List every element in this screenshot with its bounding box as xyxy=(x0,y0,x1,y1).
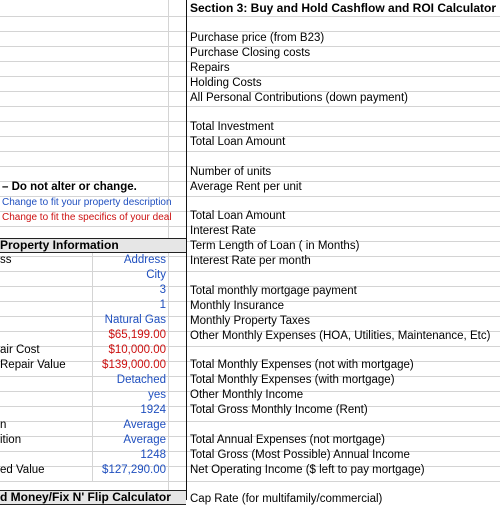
total-investment-label: Total Investment xyxy=(190,121,274,133)
location-cell[interactable]: Average xyxy=(123,419,166,431)
purchase-closing-label: Purchase Closing costs xyxy=(190,47,311,59)
property-info-header: Property Information xyxy=(0,238,119,252)
cap-rate-label: Cap Rate (for multifamily/commercial) xyxy=(190,493,383,505)
fix-flip-calculator-header: d Money/Fix N' Flip Calculator xyxy=(0,490,171,504)
gross-annual-income-label: Total Gross (Most Possible) Annual Income xyxy=(190,449,410,461)
year-built-cell[interactable]: 1924 xyxy=(140,404,166,416)
total-monthly-no-mortgage-label: Total Monthly Expenses (not with mortgage) xyxy=(190,359,414,371)
repair-cost-label: air Cost xyxy=(0,344,40,356)
repair-cost-cell[interactable]: $10,000.00 xyxy=(108,344,166,356)
purchase-price-cell[interactable]: $65,199.00 xyxy=(108,329,166,341)
location-label: n xyxy=(0,419,7,431)
assessed-value-cell[interactable]: $127,290.00 xyxy=(102,464,166,476)
legend-note-black: – Do not alter or change. xyxy=(2,181,137,193)
property-type-cell[interactable]: Detached xyxy=(116,374,166,386)
bathrooms-cell[interactable]: 1 xyxy=(159,299,166,311)
monthly-mortgage-label: Total monthly mortgage payment xyxy=(190,285,357,297)
annual-expenses-label: Total Annual Expenses (not mortgage) xyxy=(190,434,385,446)
heating-cell[interactable]: Natural Gas xyxy=(104,314,166,326)
legend-note-red: Change to fit the specifics of your deal xyxy=(2,212,172,223)
other-monthly-income-label: Other Monthly Income xyxy=(190,389,304,401)
gridline xyxy=(0,16,500,17)
address-cell[interactable]: Address xyxy=(123,254,166,266)
after-repair-value-cell[interactable]: $139,000.00 xyxy=(102,359,166,371)
left-label: ss xyxy=(0,254,12,266)
assessed-value-label: ed Value xyxy=(0,464,45,476)
other-monthly-expenses-label: Other Monthly Expenses (HOA, Utilities, Maintenance, Etc) xyxy=(190,330,491,342)
noi-label: Net Operating Income ($ left to pay mortgage) xyxy=(190,464,425,476)
section3-title: Section 3: Buy and Hold Cashflow and ROI Calculator xyxy=(190,1,497,15)
garage-cell[interactable]: yes xyxy=(148,389,166,401)
gridline xyxy=(0,151,500,152)
holding-costs-label: Holding Costs xyxy=(190,77,262,89)
left-label xyxy=(0,268,92,283)
repairs-label: Repairs xyxy=(190,62,230,74)
interest-rate-month-label: Interest Rate per month xyxy=(190,255,311,267)
total-loan-amount-label: Total Loan Amount xyxy=(190,136,286,148)
square-feet-cell[interactable]: 1248 xyxy=(140,449,166,461)
gridline xyxy=(0,481,500,482)
legend-note-blue: Change to fit your property description xyxy=(2,197,172,208)
number-of-units-label: Number of units xyxy=(190,166,272,178)
personal-contributions-label: All Personal Contributions (down payment) xyxy=(190,92,408,104)
after-repair-value-label: Repair Value xyxy=(0,359,66,371)
term-length-label: Term Length of Loan ( in Months) xyxy=(190,240,360,252)
monthly-taxes-label: Monthly Property Taxes xyxy=(190,315,310,327)
bedrooms-cell[interactable]: 3 xyxy=(159,284,166,296)
total-monthly-with-mortgage-label: Total Monthly Expenses (with mortgage) xyxy=(190,374,395,386)
average-rent-label: Average Rent per unit xyxy=(190,181,302,193)
gross-monthly-income-label: Total Gross Monthly Income (Rent) xyxy=(190,404,368,416)
total-loan-amount-label-2: Total Loan Amount xyxy=(190,210,286,222)
condition-cell[interactable]: Average xyxy=(123,434,166,446)
purchase-price-label: Purchase price (from B23) xyxy=(190,32,325,44)
gridline xyxy=(0,106,500,107)
condition-label: ition xyxy=(0,434,22,446)
monthly-insurance-label: Monthly Insurance xyxy=(190,300,284,312)
city-cell[interactable]: City xyxy=(146,269,166,281)
interest-rate-label: Interest Rate xyxy=(190,225,256,237)
